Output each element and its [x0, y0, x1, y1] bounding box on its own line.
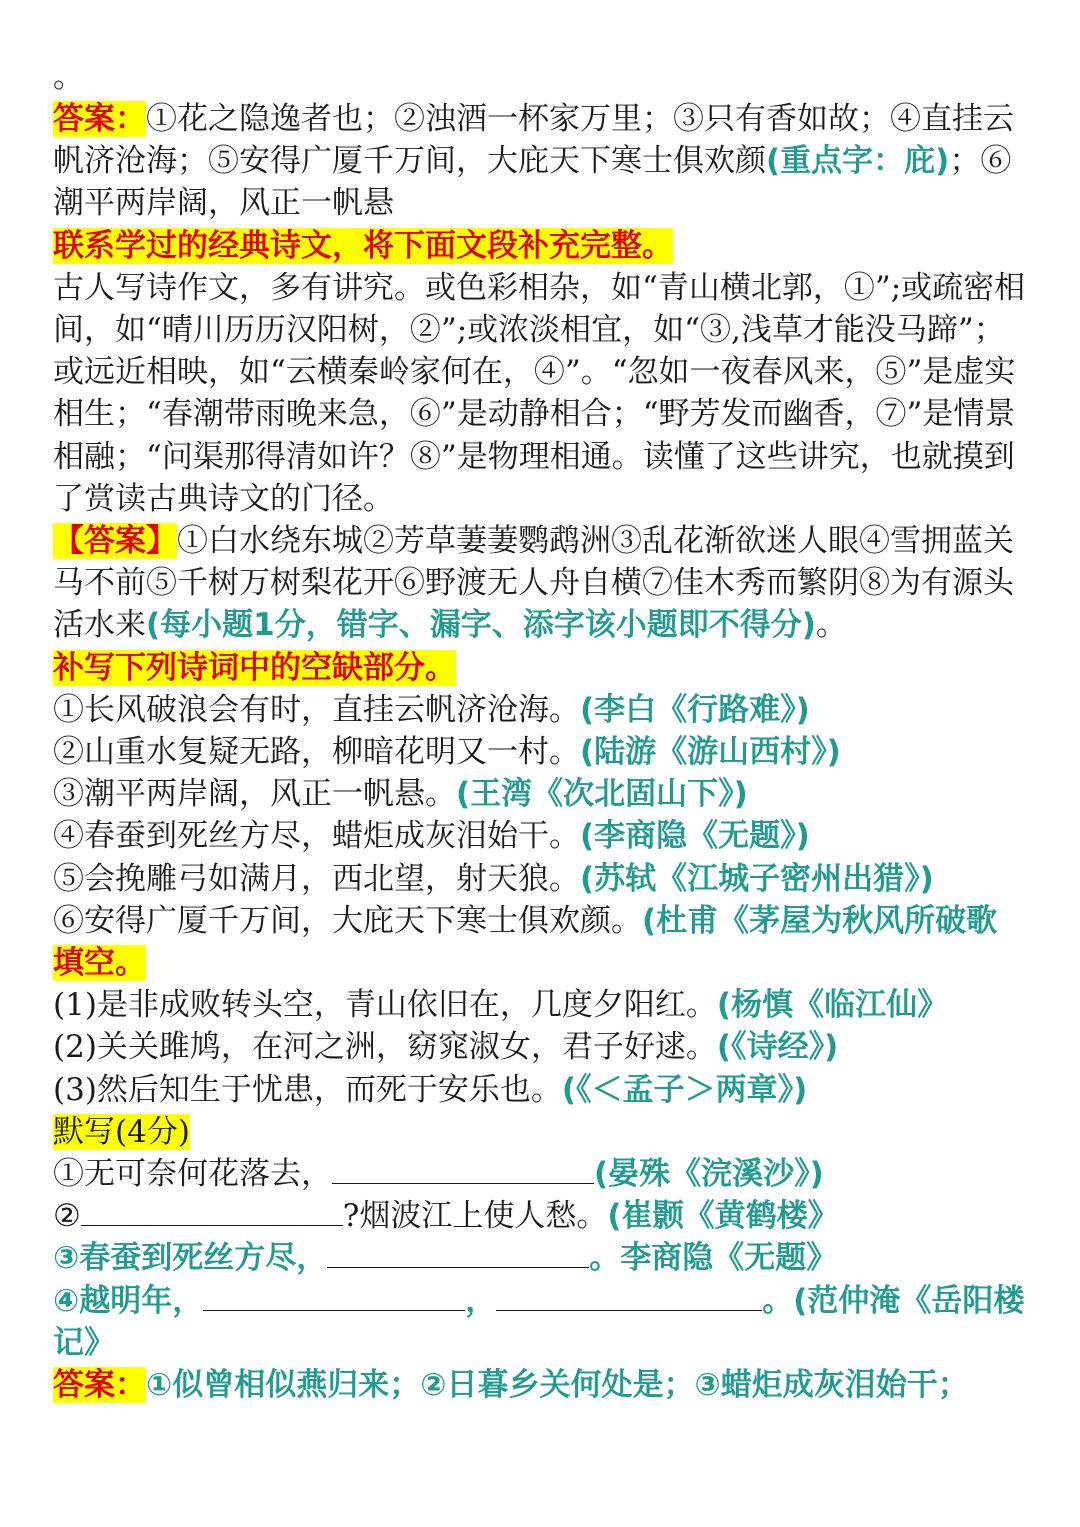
poem-source: (李白《行路难》) [580, 691, 810, 728]
section-title: 默写(4分) [53, 1113, 190, 1150]
scoring-note: (每小题1分，错字、漏字、添字该小题即不得分) [146, 607, 816, 644]
poem-source: (晏殊《浣溪沙》) [594, 1156, 824, 1193]
section-title: 补写下列诗词中的空缺部分。 [53, 649, 456, 686]
section-title: 填空。 [53, 945, 146, 982]
poem-text: (3)然后知生于忧患，而死于安乐也。 [53, 1071, 562, 1108]
poem-source: (《诗经》) [716, 1029, 839, 1066]
poem-text: (1)是非成败转头空，青山依旧在，几度夕阳红。 [53, 987, 717, 1024]
dictation-line-1 [53, 1153, 1030, 1195]
poem-line [53, 689, 1030, 731]
poem-line [53, 858, 1030, 900]
answer-end-mark: 。 [815, 607, 847, 644]
dictation-line-3 [53, 1237, 1030, 1279]
poem-text: (2)关关雎鸠，在河之洲，窈窕淑女，君子好逑。 [53, 1029, 717, 1066]
poem-line [53, 815, 1030, 857]
period-mark: 。 [53, 59, 84, 95]
answer-text-cont: ；⑥潮平两岸阔，风正一帆悬 [53, 143, 1012, 222]
poem-source: (崔颢《黄鹤楼》 [607, 1198, 839, 1235]
poem-text: ④越明年， [53, 1282, 204, 1319]
answer-block-1 [53, 98, 1030, 225]
poem-text: ②山重水复疑无路，柳暗花明又一村。 [53, 734, 580, 771]
section-heading-classic-poems [53, 225, 1030, 267]
poem-source: (陆游《游山西村》) [580, 734, 841, 771]
poem-text: ④春蚕到死丝方尽，蜡炬成灰泪始干。 [53, 818, 580, 855]
poem-source: (杜甫《茅屋为秋风所破歌 [642, 902, 998, 939]
answer-text: ①白水绕东城②芳草萋萋鹦鹉洲③乱花渐欲迷人眼④雪拥蓝关马不前⑤千树万树梨花开⑥野渡无人舟自横⑦佳木秀而繁阴⑧为有源头活水来 [53, 523, 1014, 644]
answer-blank[interactable] [496, 1280, 762, 1311]
separator: ， [465, 1282, 497, 1319]
answer-text: ①花之隐逸者也；②浊酒一杯家万里；③只有香如故；④直挂云帆济沧海；⑤安得广厦千万间，大庇天下寒士俱欢颜 [53, 101, 1014, 180]
poem-text: ①长风破浪会有时，直挂云帆济沧海。 [53, 691, 580, 728]
poem-source: (杨慎《临江仙》 [716, 987, 949, 1024]
answer-text: ①似曾相似燕归来；②日暮乡关何处是；③蜡炬成灰泪始干； [146, 1367, 969, 1404]
answer-block-2 [53, 520, 1030, 647]
poem-source: (《＜孟子＞两章》) [561, 1071, 808, 1108]
key-char-note: (重点字：庇) [766, 143, 950, 180]
answer-label: 答案： [53, 1367, 146, 1404]
poem-source: (苏轼《江城子密州出猎》) [580, 860, 934, 897]
dictation-line-4 [53, 1280, 1030, 1364]
answer-block-3 [53, 1364, 1030, 1406]
poem-source: (王湾《次北固山下》) [456, 776, 748, 813]
poem-line [53, 773, 1030, 815]
poem-text: ⑥安得广厦千万间，大庇天下寒士俱欢颜。 [53, 902, 642, 939]
poem-line [53, 1026, 1030, 1068]
answer-label: 【答案】 [53, 523, 177, 560]
answer-blank[interactable] [203, 1280, 465, 1311]
section-title: 联系学过的经典诗文，将下面文段补充完整。 [53, 227, 673, 264]
poem-text: ③春蚕到死丝方尽， [53, 1240, 328, 1277]
poem-line [53, 900, 1030, 942]
poem-text: 。(范仲淹《岳阳楼记》 [53, 1282, 1025, 1361]
poem-line [53, 731, 1030, 773]
answer-blank[interactable] [81, 1195, 343, 1226]
poem-text: ② [53, 1198, 81, 1235]
poem-text: ?烟波江上使人愁。 [342, 1198, 608, 1235]
answer-label: 答案： [53, 101, 146, 137]
poem-text: 。李商隐《无题》 [589, 1240, 838, 1277]
poem-text: ③潮平两岸阔，风正一帆悬。 [53, 776, 456, 813]
poem-line [53, 984, 1030, 1026]
leading-punctuation [53, 56, 1030, 98]
section-heading-fill-missing [53, 647, 1030, 689]
dictation-line-2 [53, 1195, 1030, 1237]
poem-text: ①无可奈何花落去， [53, 1156, 332, 1193]
poem-text: ⑤会挽雕弓如满月，西北望，射天狼。 [53, 860, 580, 897]
question-paragraph: 古人写诗作文，多有讲究。或色彩相杂，如“青山横北郭，①”;或疏密相间，如“晴川历历汉阳树，②”;或浓淡相宜，如“③,浅草才能没马蹄”；或远近相映，如“云横秦岭家何在，④”。“忽如一夜春风来，⑤”是虚实相生；“春潮带雨晚来急，⑥”是动静相合；“野芳发而幽香，⑦”是情景相融；“问渠那得清如许？⑧”是物理相通。读懂了这些讲究，也就摸到了赏读古典诗文的门径。 [53, 269, 1026, 517]
answer-blank[interactable] [327, 1237, 589, 1268]
poem-line [53, 1069, 1030, 1111]
poem-source: (李商隐《无题》) [580, 818, 810, 855]
answer-blank[interactable] [332, 1153, 594, 1184]
section-heading-fill-blank [53, 942, 1030, 984]
section-heading-dictation [53, 1111, 1030, 1153]
